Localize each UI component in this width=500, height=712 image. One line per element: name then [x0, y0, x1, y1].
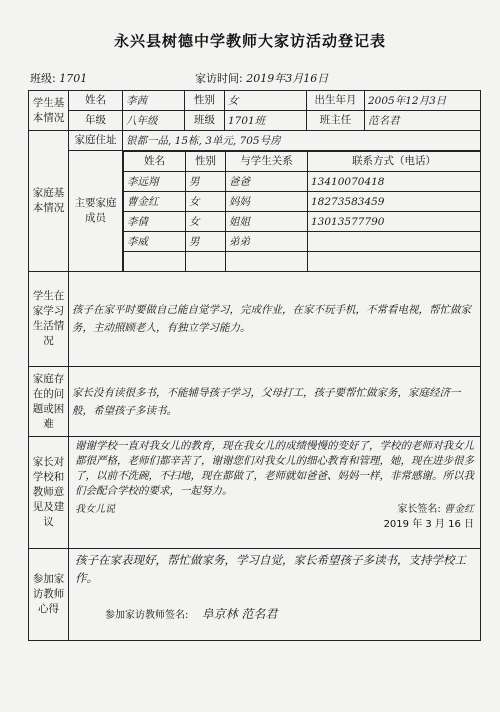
parent-signature [397, 500, 474, 515]
member-phone: 18273583459 [308, 192, 481, 212]
member-relation: 爸爸 [226, 172, 308, 192]
member-gender: 男 [186, 172, 226, 192]
member-gender: 女 [186, 192, 226, 212]
class-value: 1701 [59, 72, 88, 85]
grade-value: 八年级 [123, 111, 185, 131]
member-relation: 姐姐 [226, 212, 308, 232]
birth-value: 2005年12月3日 [365, 91, 481, 111]
student-class-label: 班级 [185, 111, 225, 131]
home-life-text: 孩子在家平时要做自己能自觉学习，完成作业，在家不玩手机，不常看电视，帮忙做家务，主动照顾老人，有独立学习能力。 [69, 272, 481, 367]
class-meta [30, 70, 87, 86]
member-gender: 男 [186, 232, 226, 252]
teacher-signature [75, 605, 474, 622]
gender-label: 性别 [185, 91, 225, 111]
opinions-text: 谢谢学校一直对我女儿的教育，现在我女儿的成绩慢慢的变好了，学校的老师对我女儿都很严格，老师们都辛苦了，谢谢您们对我女儿的细心教育和管理，她，现在进步很多了，以前不洗碗，不扫地，现在都做了，老师就如爸爸、妈妈一样，非常感谢。所以我们会配合学校的要求，一起努力。 [75, 440, 474, 497]
address-label: 家庭住址 [69, 131, 123, 151]
form-title: 永兴县树德中学教师大家访活动登记表 [113, 32, 386, 50]
parent-signature-value: 曹金红 [444, 504, 474, 515]
member-name: 曹金红 [124, 192, 186, 212]
visit-form-table [28, 90, 481, 641]
teacher-notes-cell [69, 549, 481, 641]
member-gender: 女 [186, 212, 226, 232]
teacher-notes-text: 孩子在家表现好，帮忙做家务，学习自觉，家长希望孩子多读书，支持学校工作。 [75, 553, 466, 585]
col-gender: 性别 [186, 152, 226, 172]
member-row [124, 232, 481, 252]
date-value: 2019年3月16日 [246, 72, 329, 85]
difficulties-label: 家庭存在的问题或困难 [29, 367, 69, 437]
class-label: 班级: [30, 72, 56, 85]
opinions-cell [69, 437, 481, 549]
teacher-notes-label: 参加家访教师心得 [29, 549, 69, 641]
members-cell [123, 151, 481, 272]
member-relation: 妈妈 [226, 192, 308, 212]
member-row [124, 192, 481, 212]
members-label: 主要家庭成员 [69, 151, 123, 272]
family-section-label: 家庭基本情况 [29, 131, 69, 272]
col-name: 姓名 [124, 152, 186, 172]
gender-value: 女 [225, 91, 307, 111]
date-meta [195, 70, 328, 86]
opinions-date: 2019 年 3 月 16 日 [383, 519, 474, 530]
member-name: 李远翔 [124, 172, 186, 192]
opinions-note: 我女儿说 [75, 504, 115, 515]
col-relation: 与学生关系 [226, 152, 308, 172]
date-label: 家访时间: [195, 72, 243, 85]
birth-label: 出生年月 [307, 91, 365, 111]
address-value: 银都一品, 15栋, 3单元, 705号房 [123, 131, 481, 151]
teacher-signature-label: 参加家访教师签名: [105, 610, 189, 621]
teacher-signature-value: 阜京林 范名君 [201, 607, 278, 621]
opinions-label: 家长对学校和教师意见及建议 [29, 437, 69, 549]
student-class-value: 1701班 [225, 111, 307, 131]
member-row [124, 172, 481, 192]
home-life-label: 学生在家学习生活情况 [29, 272, 69, 367]
member-phone: 13013577790 [308, 212, 481, 232]
member-name: 李倩 [124, 212, 186, 232]
member-phone: 13410070418 [308, 172, 481, 192]
members-table [123, 151, 480, 271]
name-value: 李茜 [123, 91, 185, 111]
student-section-label: 学生基本情况 [29, 91, 69, 131]
name-label: 姓名 [69, 91, 123, 111]
parent-signature-label: 家长签名: [397, 504, 441, 515]
difficulties-text: 家长没有读很多书，不能辅导孩子学习，父母打工，孩子要帮忙做家务，家庭经济一般，希望孩子多读书。 [69, 367, 481, 437]
member-name: 李威 [124, 232, 186, 252]
member-row [124, 212, 481, 232]
teacher-label: 班主任 [307, 111, 365, 131]
col-contact: 联系方式（电话） [308, 152, 481, 172]
member-relation: 弟弟 [226, 232, 308, 252]
member-row-empty [124, 252, 481, 272]
teacher-value: 范名君 [365, 111, 481, 131]
member-phone [308, 232, 481, 252]
grade-label: 年级 [69, 111, 123, 131]
